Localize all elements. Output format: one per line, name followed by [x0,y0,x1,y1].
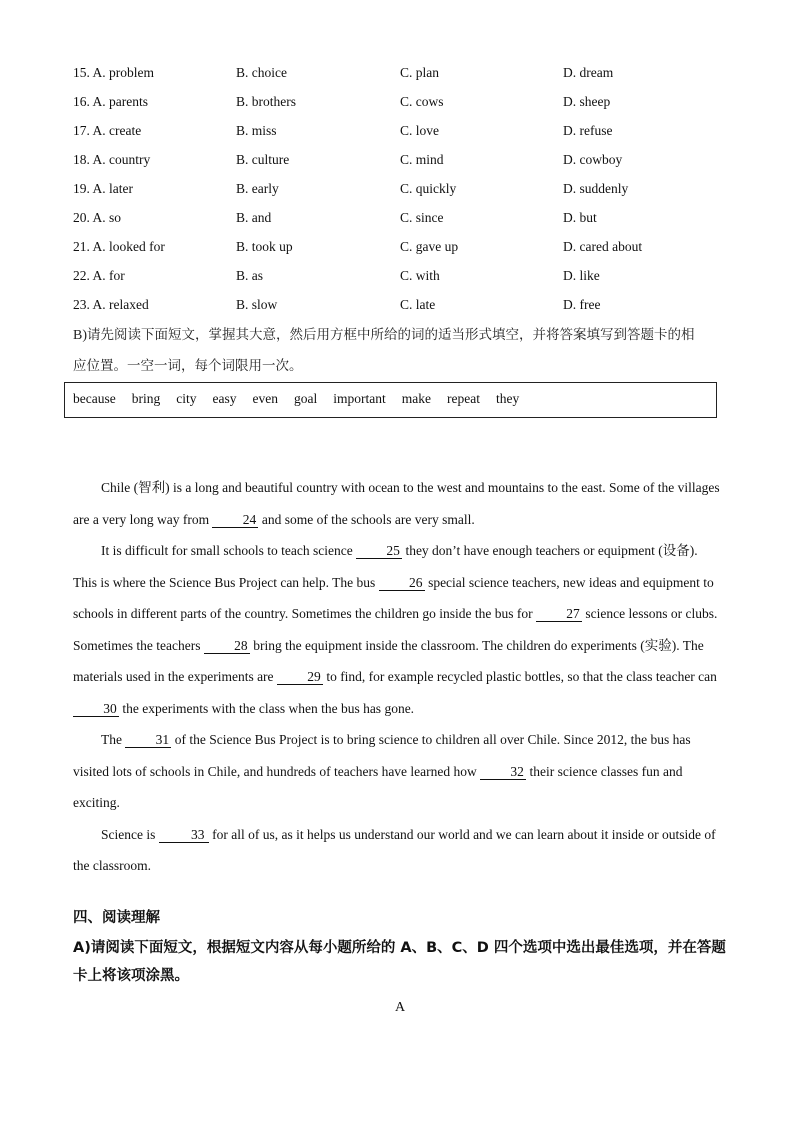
part-b-instruction-line1: 请先阅读下面短文，掌握其大意，然后用方框中所给的词的适当形式填空，并将答案填写到答题卡的相 [87,327,695,343]
option-c: C. mind [400,152,444,167]
question-row [73,261,753,290]
word-bank-item: repeat [446,391,480,406]
word-bank-item: even [252,391,278,406]
option-c: C. late [400,297,436,312]
passage-text: science lessons or clubs. Sometimes the teachers [73,606,718,653]
word-bank-item: they [495,391,520,406]
passage-text: their science classes fun and exciting. [73,763,683,810]
passage-paragraph-3 [73,724,723,819]
option-a: 18. A. country [73,152,151,167]
option-a: 17. A. create [73,123,142,138]
passage-text: of the Science Bus Project is to bring science to children all over Chile. Since 2012, the bus has visited lots of schools in Chile, and hundreds of teachers have learned how [73,732,691,779]
blank-26[interactable]: 26 [379,575,425,591]
option-c: C. plan [400,65,439,80]
passage-text: the experiments with the class when the bus has gone. [119,700,415,716]
option-b: B. and [236,210,272,225]
option-a: 19. A. later [73,181,133,196]
option-b: B. miss [236,123,277,138]
option-a: 15. A. problem [73,65,154,80]
option-b: B. culture [236,152,290,167]
option-d: D. suddenly [563,181,629,196]
blank-32[interactable]: 32 [480,764,526,780]
part-b-label: B) [73,328,87,343]
passage-paragraph-4 [73,819,723,882]
passage-text: It is difficult for small schools to teach science [101,543,357,558]
blank-24[interactable]: 24 [212,512,258,528]
question-row [73,58,753,87]
question-row [73,232,753,261]
option-d: D. cared about [563,239,643,254]
option-b: B. slow [236,297,278,312]
option-c: C. love [400,123,439,138]
blank-28[interactable]: 28 [204,638,250,654]
option-a: 20. A. so [73,210,122,225]
option-a: 16. A. parents [73,94,148,109]
option-d: D. sheep [563,94,611,109]
option-d: D. refuse [563,123,613,138]
question-row [73,290,753,319]
word-bank-item: goal [293,391,318,406]
option-c: C. quickly [400,181,457,196]
blank-27[interactable]: 27 [536,606,582,622]
option-b: B. early [236,181,279,196]
passage-text: to find, for example recycled plastic bottles, so that the class teacher can [322,669,717,684]
word-bank-item: important [333,391,386,406]
option-d: D. but [563,210,597,225]
multiple-choice-list [73,58,753,319]
word-bank-item: easy [212,391,237,406]
blank-31[interactable]: 31 [125,732,171,748]
option-b: B. brothers [236,94,296,109]
passage-text: bring the equipment inside the classroom. The children do experiments (实验). The materials used in the experiments are [73,637,704,684]
section-4-title: 四、阅读理解 [73,910,160,926]
passage-paragraph-2 [73,535,723,724]
word-bank [73,391,535,407]
option-c: C. since [400,210,444,225]
word-bank-item: make [401,391,431,406]
option-d: D. cowboy [563,152,623,167]
blank-30[interactable]: 30 [73,701,119,717]
section-4-instruction: A)请阅读下面短文，根据短文内容从每小题所给的 A、B、C、D 四个选项中选出最佳选项，并在答题卡上将该项涂黑。 [73,940,726,984]
passage-a-label: A [394,1000,406,1015]
option-b: B. took up [236,239,293,254]
question-row [73,174,753,203]
option-b: B. as [236,268,263,283]
option-d: D. like [563,268,600,283]
cloze-passage [73,472,723,882]
passage-text: The [101,732,126,747]
blank-29[interactable]: 29 [277,669,323,685]
option-d: D. free [563,297,601,312]
option-c: C. cows [400,94,444,109]
option-b: B. choice [236,65,287,80]
word-bank-item: because [73,391,116,406]
passage-text: Chile (智利) is a long and beautiful country with ocean to the west and mountains to the east. Some of the villages are a very long way from [73,480,720,527]
word-bank-item: bring [131,391,161,406]
blank-33[interactable]: 33 [159,827,209,843]
blank-25[interactable]: 25 [356,543,402,559]
question-row [73,87,753,116]
question-row [73,203,753,232]
option-a: 22. A. for [73,268,125,283]
passage-paragraph-1 [73,472,723,535]
option-c: C. with [400,268,440,283]
word-bank-box [64,382,717,418]
passage-text: special science teachers, new ideas and equipment to schools in different parts of the country. Sometimes the children go inside the bus for [73,574,714,621]
passage-text: they don’t have enough teachers or equipment (设备). This is where the Science Bus Project can help. The bus [73,543,698,590]
part-b-instruction-line2: 应位置。一空一词，每个词限用一次。 [73,358,303,374]
passage-text: Science is [101,826,159,842]
question-row [73,116,753,145]
option-a: 21. A. looked for [73,239,165,254]
part-b-instruction [73,320,733,381]
word-bank-item: city [176,391,197,406]
option-d: D. dream [563,65,614,80]
passage-text: and some of the schools are very small. [258,511,475,527]
option-c: C. gave up [400,239,459,254]
option-a: 23. A. relaxed [73,297,149,312]
question-row [73,145,753,174]
passage-text: for all of us, as it helps us understand our world and we can learn about it inside or outside of the classroom. [73,826,716,873]
